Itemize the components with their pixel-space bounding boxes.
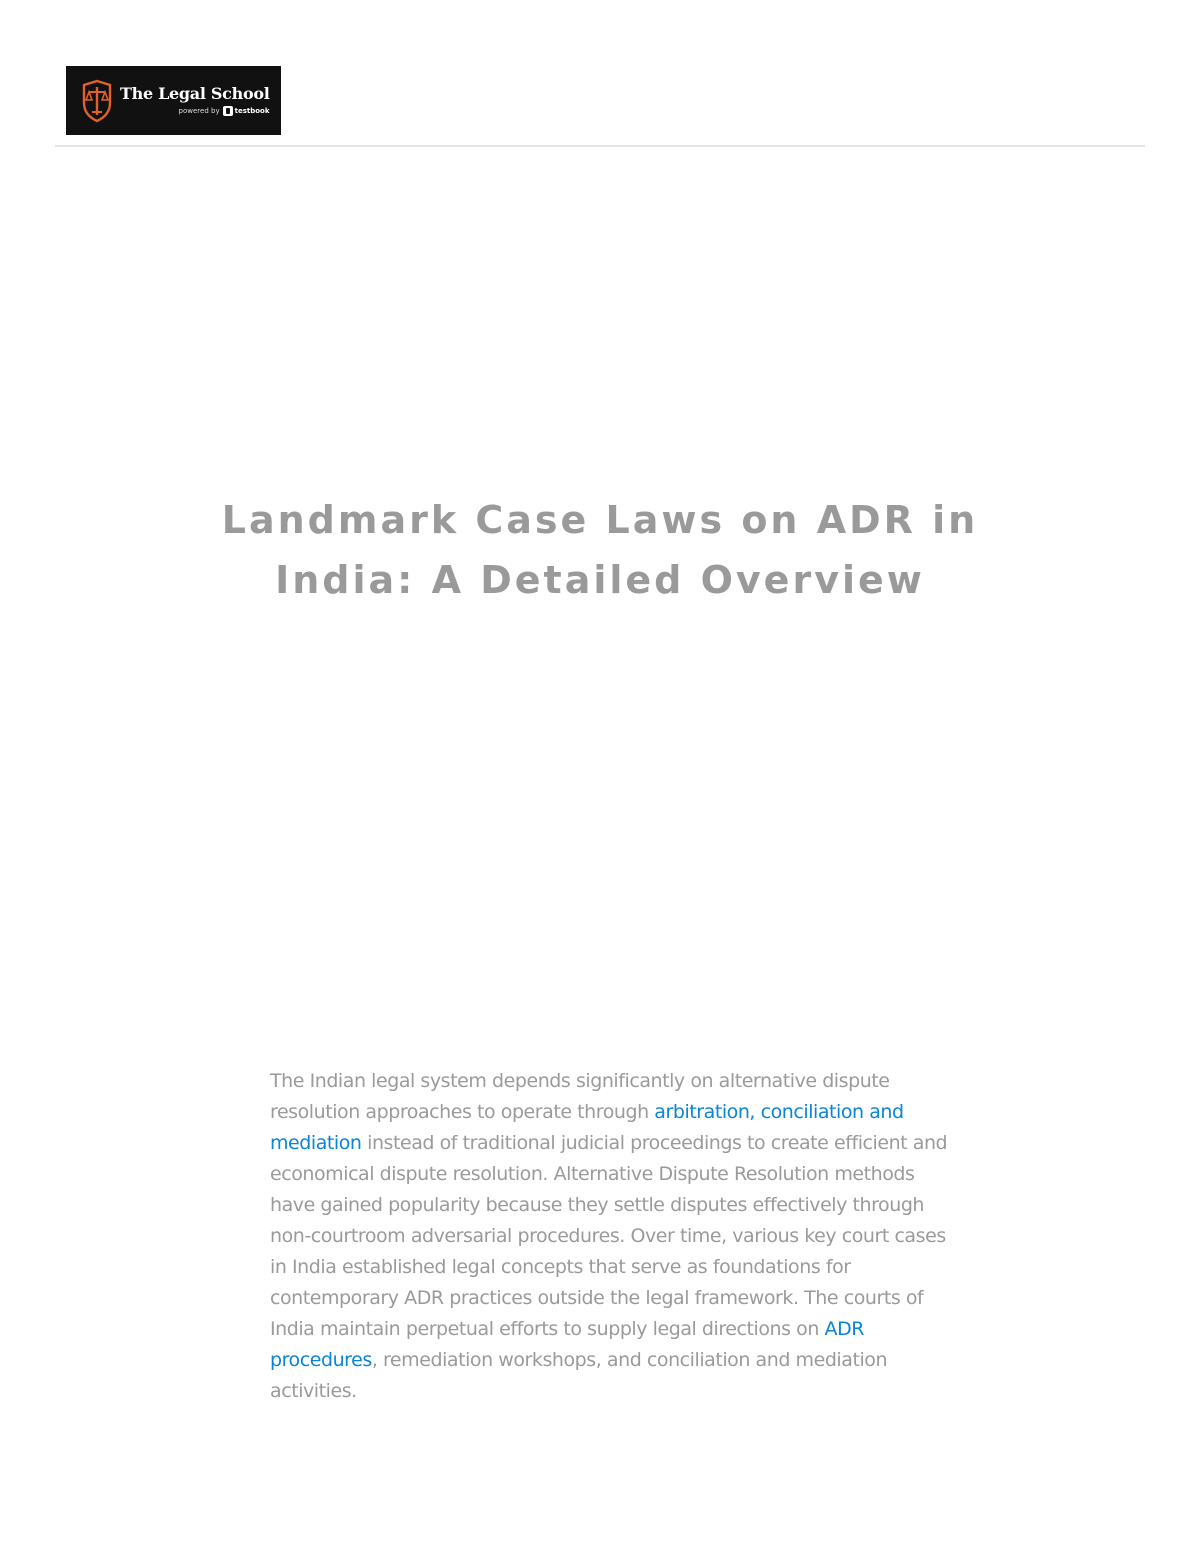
header-divider xyxy=(55,145,1145,147)
testbook-brand xyxy=(223,106,270,116)
testbook-label: testbook xyxy=(234,107,270,115)
intro-text-2: instead of traditional judicial proceedings to create efficient and economical dispute resolution. Alternative Dispute Resolution methods have gained popularity because they settle disputes effectively through non-courtroom adversarial procedures. Over time, various key court cases in India established legal concepts that serve as foundations for contemporary ADR practices outside the legal framework. The courts of India maintain perpetual efforts to supply legal directions on xyxy=(270,1132,948,1340)
article-title: Landmark Case Laws on ADR in India: A Detailed Overview xyxy=(221,498,979,602)
intro-text-1: The Indian legal system depends significantly on alternative dispute resolution approaches to operate through xyxy=(270,1070,890,1123)
the-legal-school-logo[interactable] xyxy=(66,66,281,135)
intro-text-3: , remediation workshops, and conciliation and mediation activities. xyxy=(270,1349,888,1402)
powered-by-label: powered by xyxy=(178,107,220,115)
scales-of-justice-icon xyxy=(80,79,114,123)
adr-procedures-link[interactable]: ADR procedures xyxy=(270,1318,865,1371)
logo-powered-by xyxy=(179,106,270,116)
intro-paragraph xyxy=(270,1066,950,1407)
testbook-icon xyxy=(223,106,233,116)
logo-name: The Legal School xyxy=(120,84,270,103)
arbitration-conciliation-mediation-link[interactable]: arbitration, conciliation and mediation xyxy=(270,1101,904,1154)
logo-wordmark xyxy=(120,85,269,116)
